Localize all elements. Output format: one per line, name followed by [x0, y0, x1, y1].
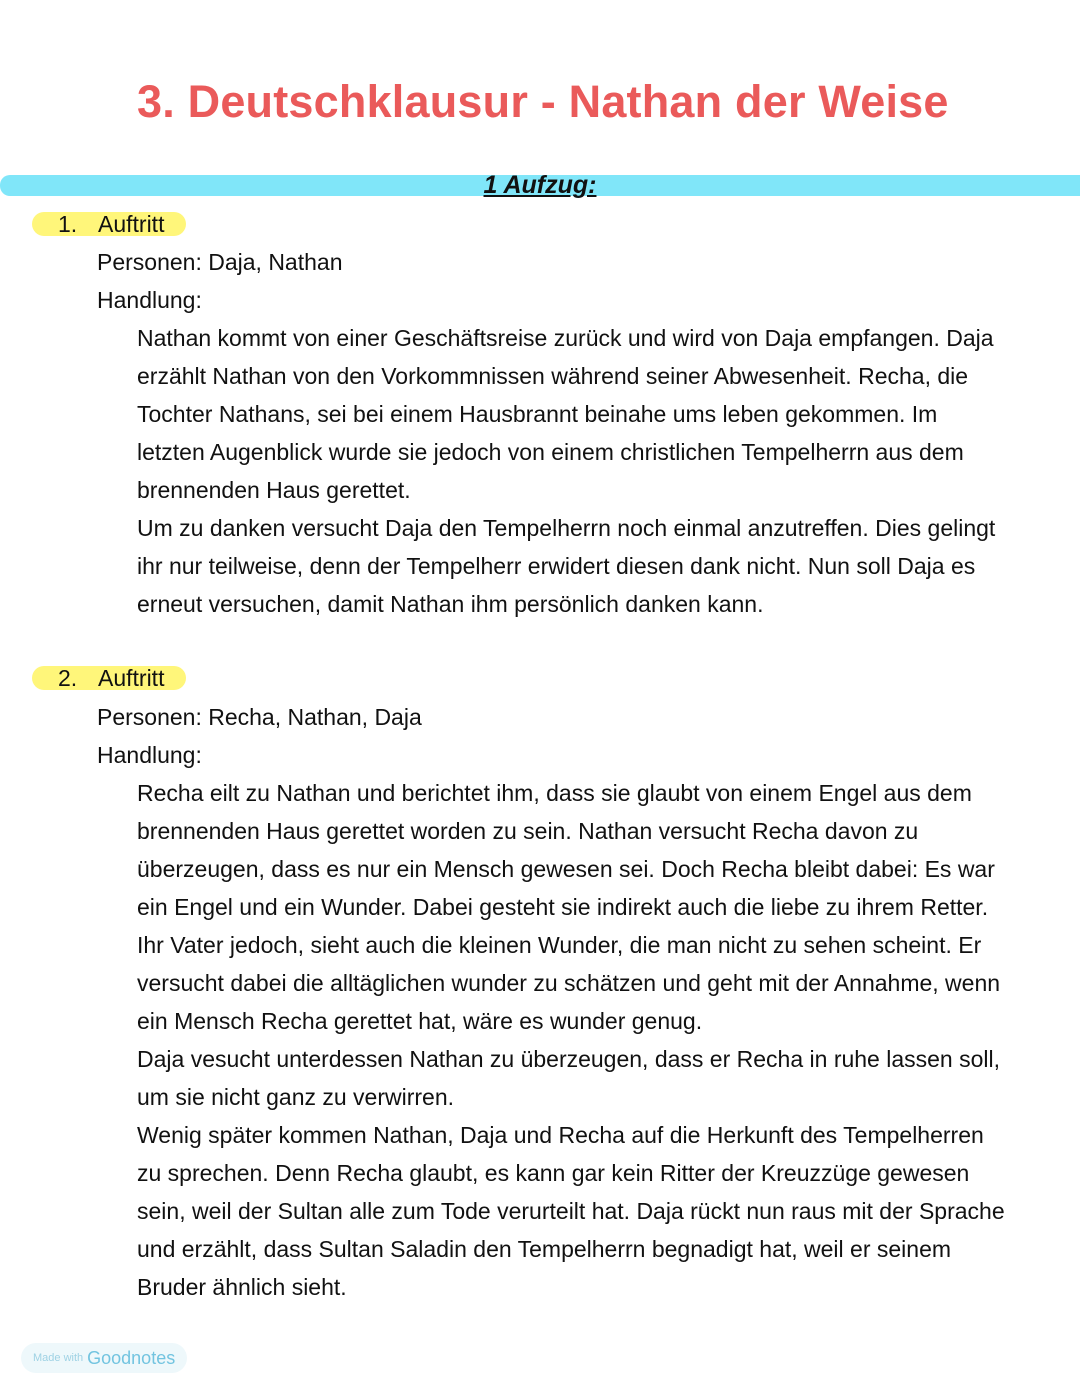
section-heading: 1 Aufzug:: [483, 171, 597, 199]
page-title: 3. Deutschklausur - Nathan der Weise: [137, 76, 949, 127]
scene-title: Auftritt: [98, 211, 165, 237]
goodnotes-badge[interactable]: [21, 1343, 187, 1373]
text-line: Recha eilt zu Nathan und berichtet ihm, dass sie glaubt von einem Engel aus dem: [137, 780, 972, 806]
text-line: letzten Augenblick wurde sie jedoch von einem christlichen Tempelherrn aus dem: [137, 439, 964, 465]
scene-label-2: [32, 666, 186, 690]
scene-2-handlung-text: [137, 774, 1017, 1306]
goodnotes-logo-text: Goodnotes: [87, 1348, 176, 1368]
scene-number: 1.: [58, 211, 78, 237]
text-line: ein Mensch Recha gerettet hat, wäre es wunder genug.: [137, 1008, 703, 1034]
made-with-label: Made with: [33, 1352, 84, 1364]
text-line: Um zu danken versucht Daja den Tempelherrn noch einmal anzutreffen. Dies gelingt: [137, 515, 996, 541]
text-line: brennenden Haus gerettet worden zu sein. Nathan versucht Recha davon zu: [137, 818, 919, 844]
text-line: brennenden Haus gerettet.: [137, 477, 411, 503]
text-line: ihr nur teilweise, denn der Tempelherr erwidert diesen dank nicht. Nun soll Daja es: [137, 553, 976, 579]
text-line: Wenig später kommen Nathan, Daja und Recha auf die Herkunft des Tempelherren: [137, 1122, 984, 1148]
text-line: Bruder ähnlich sieht.: [137, 1274, 347, 1300]
scene-number: 2.: [58, 665, 78, 691]
text-line: erneut versuchen, damit Nathan ihm persönlich danken kann.: [137, 591, 764, 617]
text-line: erzählt Nathan von den Vorkommnissen während seiner Abwesenheit. Recha, die: [137, 363, 969, 389]
text-line: versucht dabei die alltäglichen wunder zu schätzen und geht mit der Annahme, wenn: [137, 970, 1001, 996]
text-line: sein, weil der Sultan alle zum Tode verurteilt hat. Daja rückt nun raus mit der Sprache: [137, 1198, 1005, 1224]
scene-title: Auftritt: [98, 665, 165, 691]
scene-1-handlung-text: [137, 319, 1017, 623]
text-line: zu sprechen. Denn Recha glaubt, es kann gar kein Ritter der Kreuzzüge gewesen: [137, 1160, 970, 1186]
text-line: um sie nicht ganz zu verwirren.: [137, 1084, 455, 1110]
scene-2-personen: Personen: Recha, Nathan, Daja: [97, 704, 422, 730]
text-line: Ihr Vater jedoch, sieht auch die kleinen Wunder, die man nicht zu sehen scheint. Er: [137, 932, 982, 958]
text-line: Nathan kommt von einer Geschäftsreise zurück und wird von Daja empfangen. Daja: [137, 325, 994, 351]
text-line: ein Engel und ein Wunder. Dabei gesteht sie indirekt auch die liebe zu ihrem Retter.: [137, 894, 989, 920]
scene-2-handlung-label: Handlung:: [97, 742, 202, 768]
text-line: überzeugen, dass es nur ein Mensch gewesen sei. Doch Recha bleibt dabei: Es war: [137, 856, 995, 882]
scene-label-1: [32, 212, 186, 236]
scene-1-handlung-label: Handlung:: [97, 287, 202, 313]
text-line: Tochter Nathans, sei bei einem Hausbrannt beinahe ums leben gekommen. Im: [137, 401, 938, 427]
text-line: Daja vesucht unterdessen Nathan zu überzeugen, dass er Recha in ruhe lassen soll,: [137, 1046, 1001, 1072]
text-line: und erzählt, dass Sultan Saladin den Tempelherrn begnadigt hat, weil er seinem: [137, 1236, 952, 1262]
scene-1-personen: Personen: Daja, Nathan: [97, 249, 343, 275]
